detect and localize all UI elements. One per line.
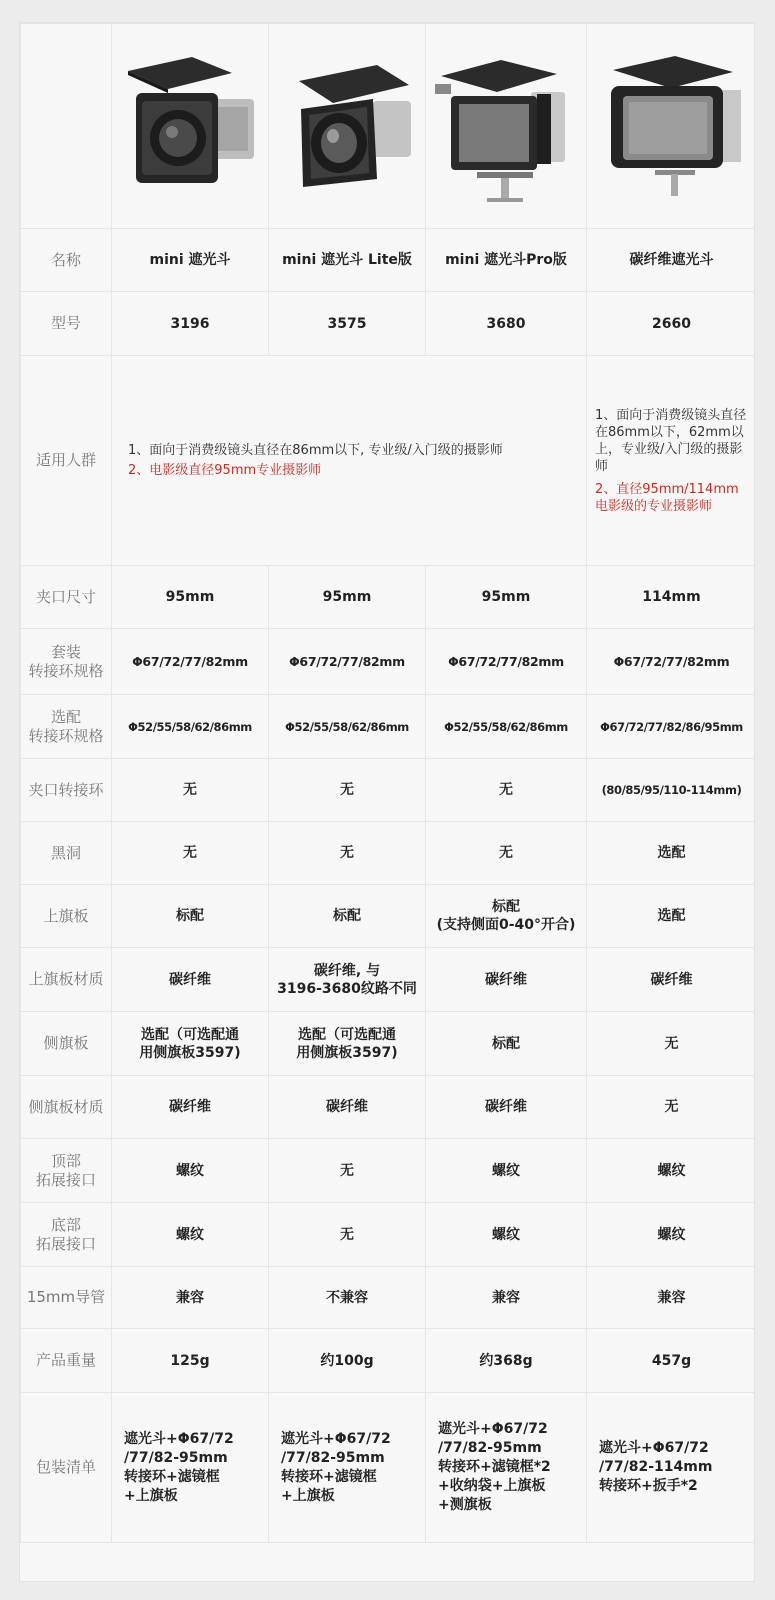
side-flag-value: 标配 <box>426 1012 587 1076</box>
side-flag-material-value: 碳纤维 <box>112 1076 269 1139</box>
side-flag-row <box>21 1012 756 1076</box>
included-rings-value: Φ67/72/77/82mm <box>426 629 587 695</box>
mini-matte-box-product-image <box>112 29 268 224</box>
side-flag-material-value: 碳纤维 <box>269 1076 426 1139</box>
package-value: 遮光斗+Φ67/72 /77/82-95mm 转接环+滤镜框*2 +收纳袋+上旗板 +测旗板 <box>426 1393 587 1543</box>
top-flag-value: 标配 <box>112 885 269 948</box>
row-label-top-interface: 顶部 拓展接口 <box>21 1139 112 1203</box>
audience-line-1: 1、面向于消费级镜头直径在86mm以下, 专业级/入门级的摄影师 <box>128 442 503 458</box>
audience-row <box>21 356 756 566</box>
top-flag-value: 选配 <box>587 885 756 948</box>
included-rings-value: Φ67/72/77/82mm <box>587 629 756 695</box>
model-row <box>21 292 756 356</box>
model-value: 2660 <box>587 292 756 356</box>
bottom-interface-row <box>21 1203 756 1267</box>
weight-value: 457g <box>587 1329 756 1393</box>
row-label-clamp-adapter: 夹口转接环 <box>21 759 112 822</box>
package-row <box>21 1393 756 1543</box>
black-hole-value: 无 <box>112 822 269 885</box>
comparison-card <box>19 22 755 1582</box>
audience-shared <box>112 356 587 566</box>
row-label-weight: 产品重量 <box>21 1329 112 1393</box>
rod-15mm-row <box>21 1267 756 1329</box>
name-value: mini 遮光斗Pro版 <box>426 229 587 292</box>
top-flag-row <box>21 885 756 948</box>
included-rings-value: Φ67/72/77/82mm <box>112 629 269 695</box>
top-interface-value: 螺纹 <box>587 1139 756 1203</box>
optional-rings-value: Φ52/55/58/62/86mm <box>426 695 587 759</box>
row-label-name: 名称 <box>21 229 112 292</box>
top-flag-value: 标配 <box>269 885 426 948</box>
package-value: 遮光斗+Φ67/72 /77/82-114mm 转接环+扳手*2 <box>587 1393 756 1543</box>
clamp-adapter-value: (80/85/95/110-114mm) <box>587 759 756 822</box>
image-row <box>21 24 756 229</box>
name-value: mini 遮光斗 Lite版 <box>269 229 426 292</box>
top-flag-material-value: 碳纤维 <box>426 948 587 1012</box>
rod-15mm-value: 兼容 <box>112 1267 269 1329</box>
row-label-side-flag: 侧旗板 <box>21 1012 112 1076</box>
mini-matte-box-pro-product-image <box>426 29 586 224</box>
row-label-model: 型号 <box>21 292 112 356</box>
audience-carbon <box>587 356 756 566</box>
clamp-adapter-row <box>21 759 756 822</box>
optional-rings-row <box>21 695 756 759</box>
clamp-size-value: 114mm <box>587 566 756 629</box>
weight-value: 约368g <box>426 1329 587 1393</box>
row-label-top-flag: 上旗板 <box>21 885 112 948</box>
audience-carbon-line-2: 2、直径95mm/114mm电影级的专业摄影师 <box>595 481 739 514</box>
row-label-side-flag-material: 侧旗板材质 <box>21 1076 112 1139</box>
side-flag-value: 选配（可选配通 用侧旗板3597) <box>112 1012 269 1076</box>
mini-matte-box-lite-product-image <box>269 29 425 224</box>
included-rings-value: Φ67/72/77/82mm <box>269 629 426 695</box>
row-label-clamp-size: 夹口尺寸 <box>21 566 112 629</box>
black-hole-row <box>21 822 756 885</box>
clamp-adapter-value: 无 <box>269 759 426 822</box>
row-label-package: 包装清单 <box>21 1393 112 1543</box>
optional-rings-value: Φ52/55/58/62/86mm <box>269 695 426 759</box>
row-label-optional-rings: 选配 转接环规格 <box>21 695 112 759</box>
bottom-interface-value: 螺纹 <box>426 1203 587 1267</box>
name-value: 碳纤维遮光斗 <box>587 229 756 292</box>
comparison-table <box>20 23 755 1543</box>
side-flag-material-value: 碳纤维 <box>426 1076 587 1139</box>
top-flag-material-value: 碳纤维, 与 3196-3680纹路不同 <box>269 948 426 1012</box>
top-interface-value: 螺纹 <box>426 1139 587 1203</box>
model-value: 3196 <box>112 292 269 356</box>
name-row <box>21 229 756 292</box>
top-flag-material-row <box>21 948 756 1012</box>
side-flag-material-row <box>21 1076 756 1139</box>
side-flag-value: 无 <box>587 1012 756 1076</box>
side-flag-material-value: 无 <box>587 1076 756 1139</box>
name-value: mini 遮光斗 <box>112 229 269 292</box>
top-interface-row <box>21 1139 756 1203</box>
black-hole-value: 无 <box>426 822 587 885</box>
side-flag-value: 选配（可选配通 用侧旗板3597) <box>269 1012 426 1076</box>
weight-row <box>21 1329 756 1393</box>
top-interface-value: 螺纹 <box>112 1139 269 1203</box>
black-hole-value: 无 <box>269 822 426 885</box>
top-flag-value: 标配 (支持侧面0-40°开合) <box>426 885 587 948</box>
bottom-interface-value: 螺纹 <box>587 1203 756 1267</box>
clamp-adapter-value: 无 <box>426 759 587 822</box>
corner-cell <box>21 24 112 229</box>
weight-value: 约100g <box>269 1329 426 1393</box>
audience-carbon-line-1: 1、面向于消费级镜头直径在86mm以下，62mm以上，专业级/入门级的摄影师 <box>595 407 747 474</box>
package-value: 遮光斗+Φ67/72 /77/82-95mm 转接环+滤镜框 +上旗板 <box>269 1393 426 1543</box>
weight-value: 125g <box>112 1329 269 1393</box>
optional-rings-value: Φ67/72/77/82/86/95mm <box>587 695 756 759</box>
optional-rings-value: Φ52/55/58/62/86mm <box>112 695 269 759</box>
row-label-top-flag-material: 上旗板材质 <box>21 948 112 1012</box>
row-label-rod-15mm: 15mm导管 <box>21 1267 112 1329</box>
included-rings-row <box>21 629 756 695</box>
black-hole-value: 选配 <box>587 822 756 885</box>
audience-line-2: 2、电影级直径95mm专业摄影师 <box>128 462 322 478</box>
clamp-size-value: 95mm <box>269 566 426 629</box>
clamp-size-value: 95mm <box>426 566 587 629</box>
bottom-interface-value: 螺纹 <box>112 1203 269 1267</box>
top-flag-material-lite-note: 3196-3680纹路不同 <box>277 980 417 997</box>
top-interface-value: 无 <box>269 1139 426 1203</box>
rod-15mm-value: 不兼容 <box>269 1267 426 1329</box>
top-flag-material-value: 碳纤维 <box>587 948 756 1012</box>
model-value: 3575 <box>269 292 426 356</box>
bottom-interface-value: 无 <box>269 1203 426 1267</box>
package-value: 遮光斗+Φ67/72 /77/82-95mm 转接环+滤镜框 +上旗板 <box>112 1393 269 1543</box>
model-value: 3680 <box>426 292 587 356</box>
carbon-fiber-matte-box-product-image <box>587 29 755 224</box>
rod-15mm-value: 兼容 <box>426 1267 587 1329</box>
clamp-size-row <box>21 566 756 629</box>
row-label-included-rings: 套装 转接环规格 <box>21 629 112 695</box>
row-label-black-hole: 黑洞 <box>21 822 112 885</box>
rod-15mm-value: 兼容 <box>587 1267 756 1329</box>
clamp-adapter-value: 无 <box>112 759 269 822</box>
row-label-audience: 适用人群 <box>21 356 112 566</box>
top-flag-pro-note: (支持侧面0-40°开合) <box>436 917 576 933</box>
clamp-size-value: 95mm <box>112 566 269 629</box>
top-flag-material-value: 碳纤维 <box>112 948 269 1012</box>
row-label-bottom-interface: 底部 拓展接口 <box>21 1203 112 1267</box>
